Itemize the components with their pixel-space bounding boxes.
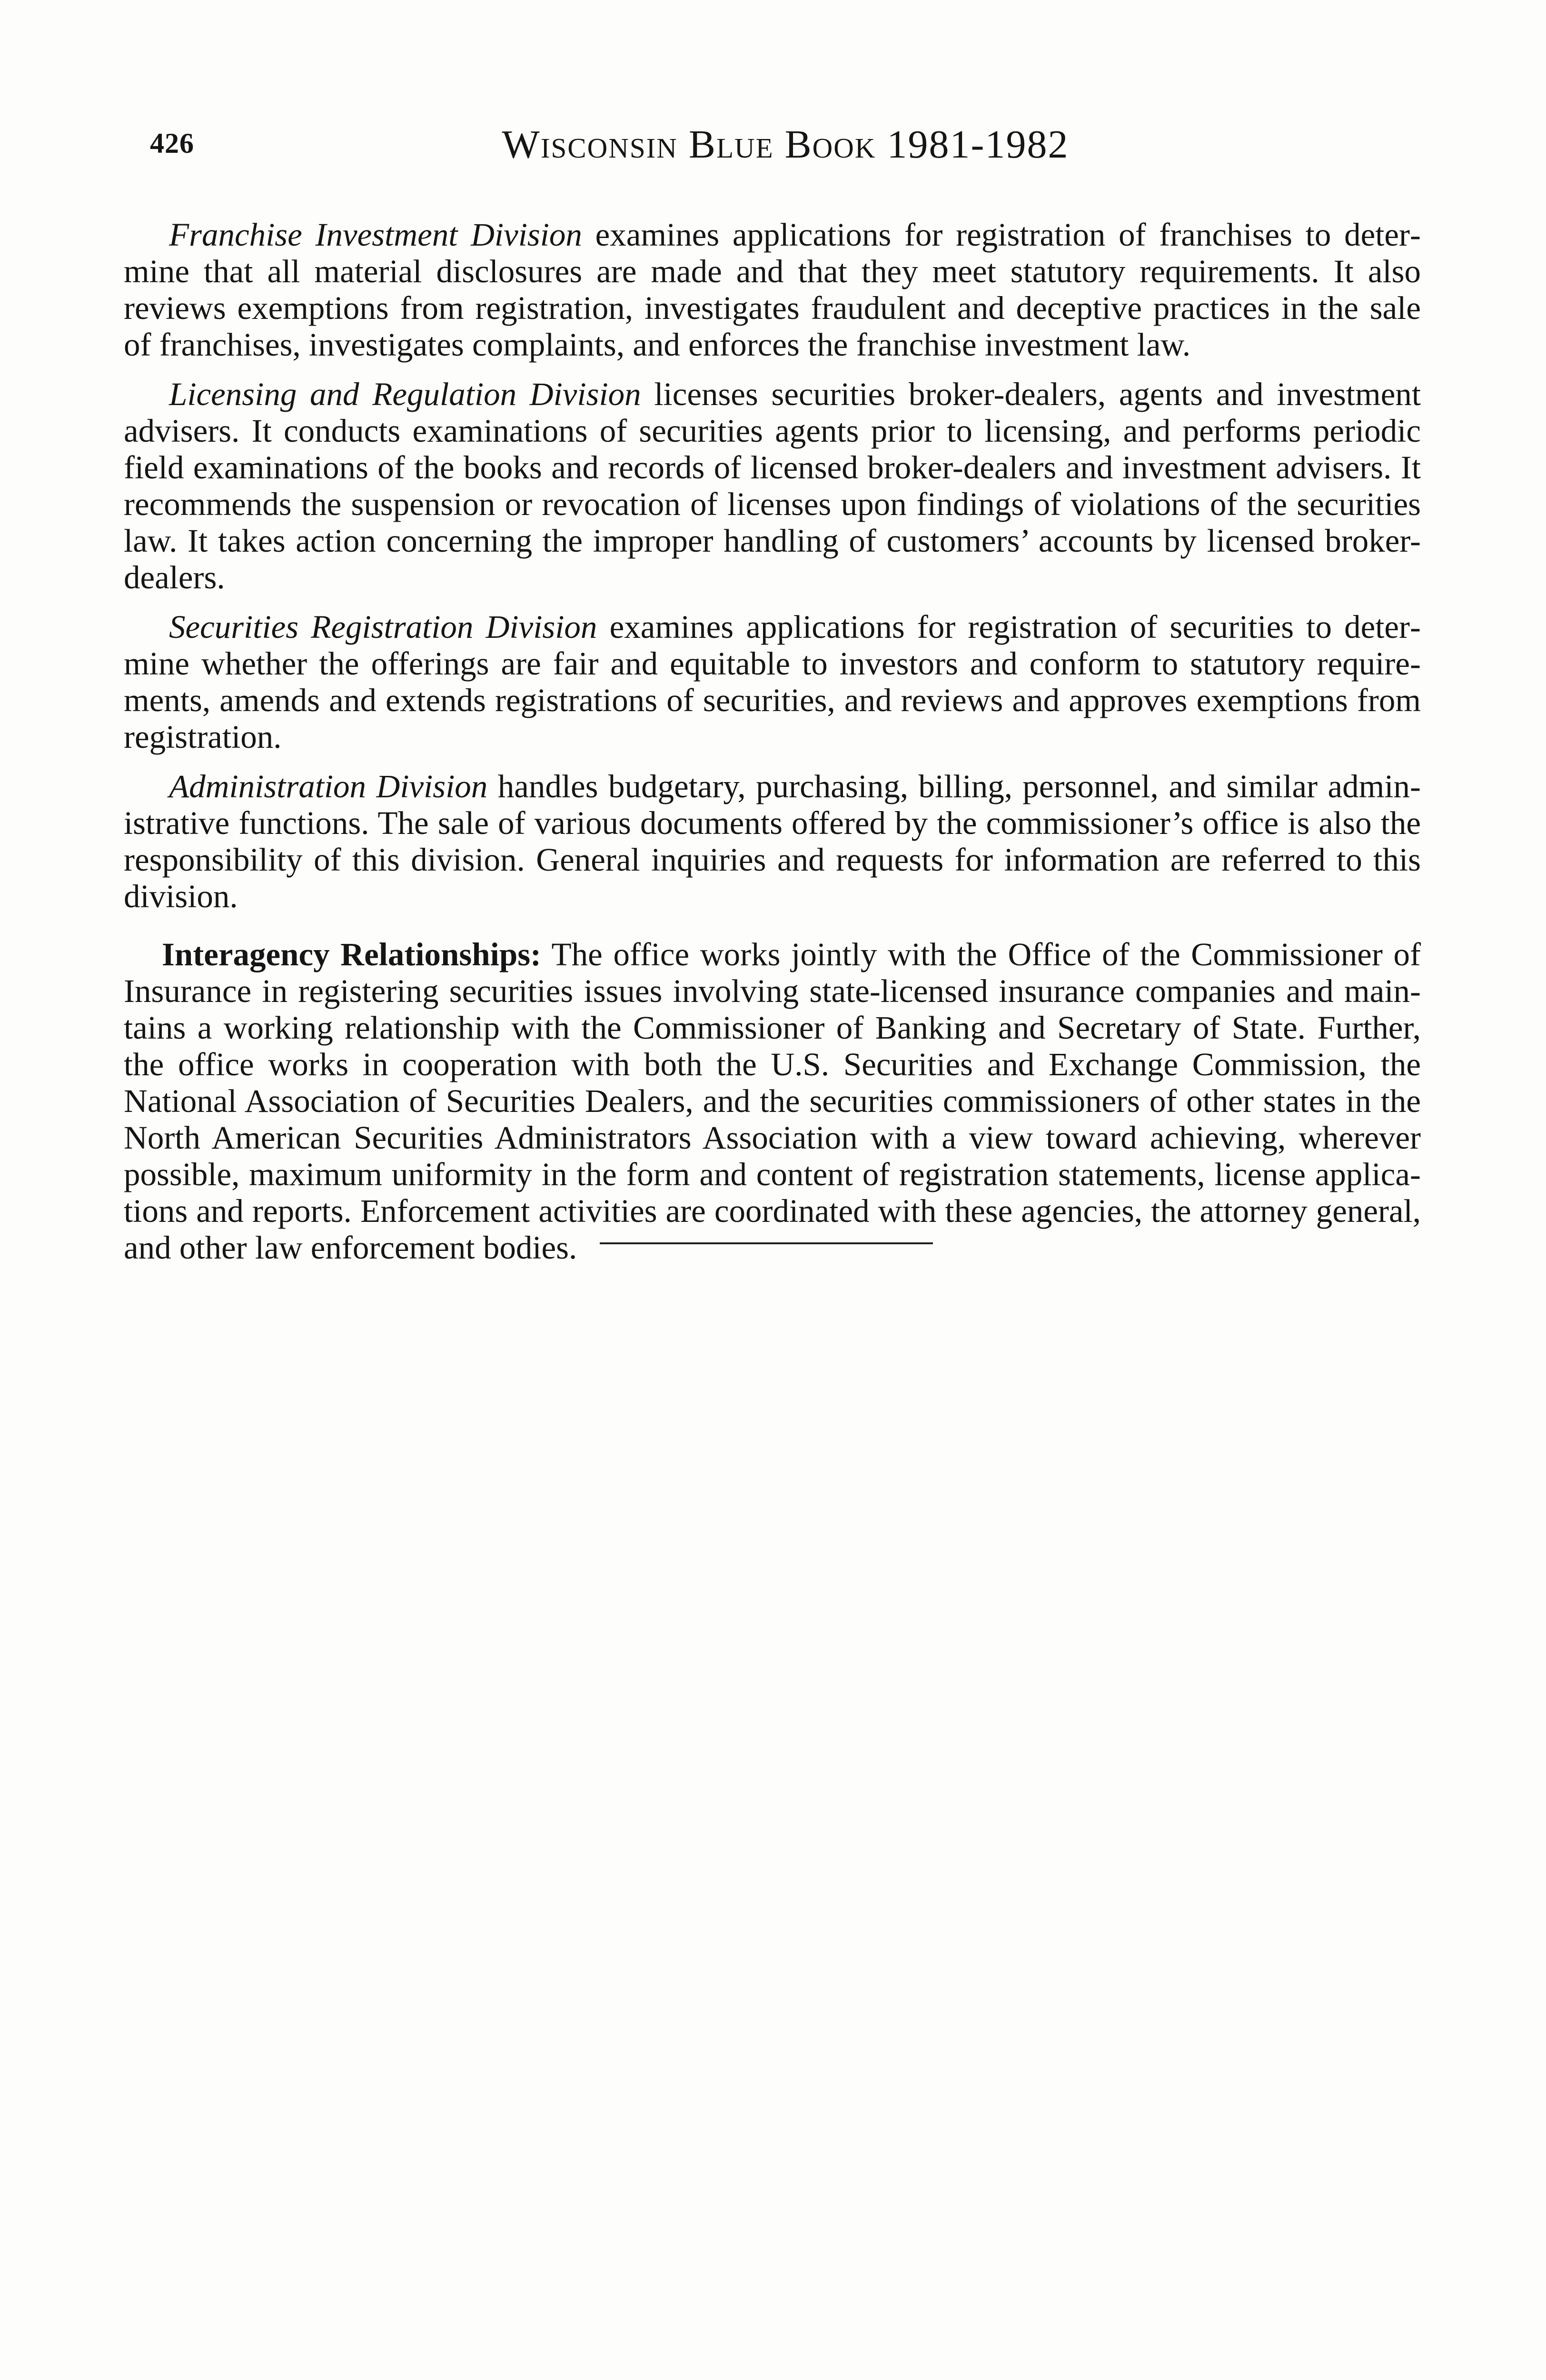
paragraph-interagency-relationships: [124, 936, 1421, 1266]
body-text: [124, 217, 1421, 1279]
paragraph-lead: Interagency Relationships:: [162, 936, 542, 972]
paragraph-lead: Administration Division: [169, 768, 488, 804]
page-header: [143, 121, 1428, 178]
paragraph-securities-registration-division: [124, 609, 1421, 755]
paragraph-text: licenses securities broker-dealers, agents and investment advisers. It conducts examinations of securities agents prior to licensing, and performs periodic field examinations of the books and records of licensed broker-dealers and investment advisers. It recommends the suspension or revocation of licenses upon findings of violations of the securities law. It takes action concerning the improper handling of customers’ accounts by licensed broker-dealers.: [124, 376, 1421, 595]
paragraph-text: examines applications for registration of franchises to determine that all material disclosures are made and that they meet statutory requirements. It also reviews exemptions from registration, investigates fraudulent and deceptive practices in the sale of franchises, investigates complaints, and enforces the franchise investment law.: [124, 217, 1421, 363]
paragraph-text: The office works jointly with the Office of the Commissioner of Insurance in registering securities issues involving state-licensed insurance companies and maintains a working relationship with the Commissioner of Banking and Secretary of State. Further, the office works in cooperation with both the U.S. Securities and Exchange Commission, the National Association of Securities Dealers, and the securities commissioners of other states in the North American Securities Administrators Association with a view toward achieving, wherever possible, maximum uniformity in the form and content of registration statements, license applications and reports. Enforcement activities are coordinated with these agencies, the attorney general, and other law enforcement bodies.: [124, 936, 1421, 1266]
paragraph-lead: Securities Registration Division: [169, 609, 597, 645]
paragraph-franchise-investment-division: [124, 217, 1421, 363]
paragraph-text: handles budgetary, purchasing, billing, personnel, and similar administrative functions. The sale of various documents offered by the commissioner’s office is also the responsibility of this division. General inquiries and requests for information are referred to this division.: [124, 768, 1421, 914]
running-head: Wisconsin Blue Book 1981-1982: [502, 122, 1069, 167]
paragraph-lead: Franchise Investment Division: [169, 217, 582, 253]
paragraph-licensing-regulation-division: [124, 376, 1421, 596]
section-end-rule: [600, 1242, 933, 1244]
page-number: 426: [150, 128, 194, 159]
paragraph-text: examines applications for registration of securities to determine whether the offerings are fair and equitable to investors and conform to statutory requirements, amends and extends registrations of securities, and reviews and approves exemptions from registration.: [124, 609, 1421, 755]
paragraph-administration-division: [124, 768, 1421, 915]
paragraph-lead: Licensing and Regulation Division: [169, 376, 641, 412]
